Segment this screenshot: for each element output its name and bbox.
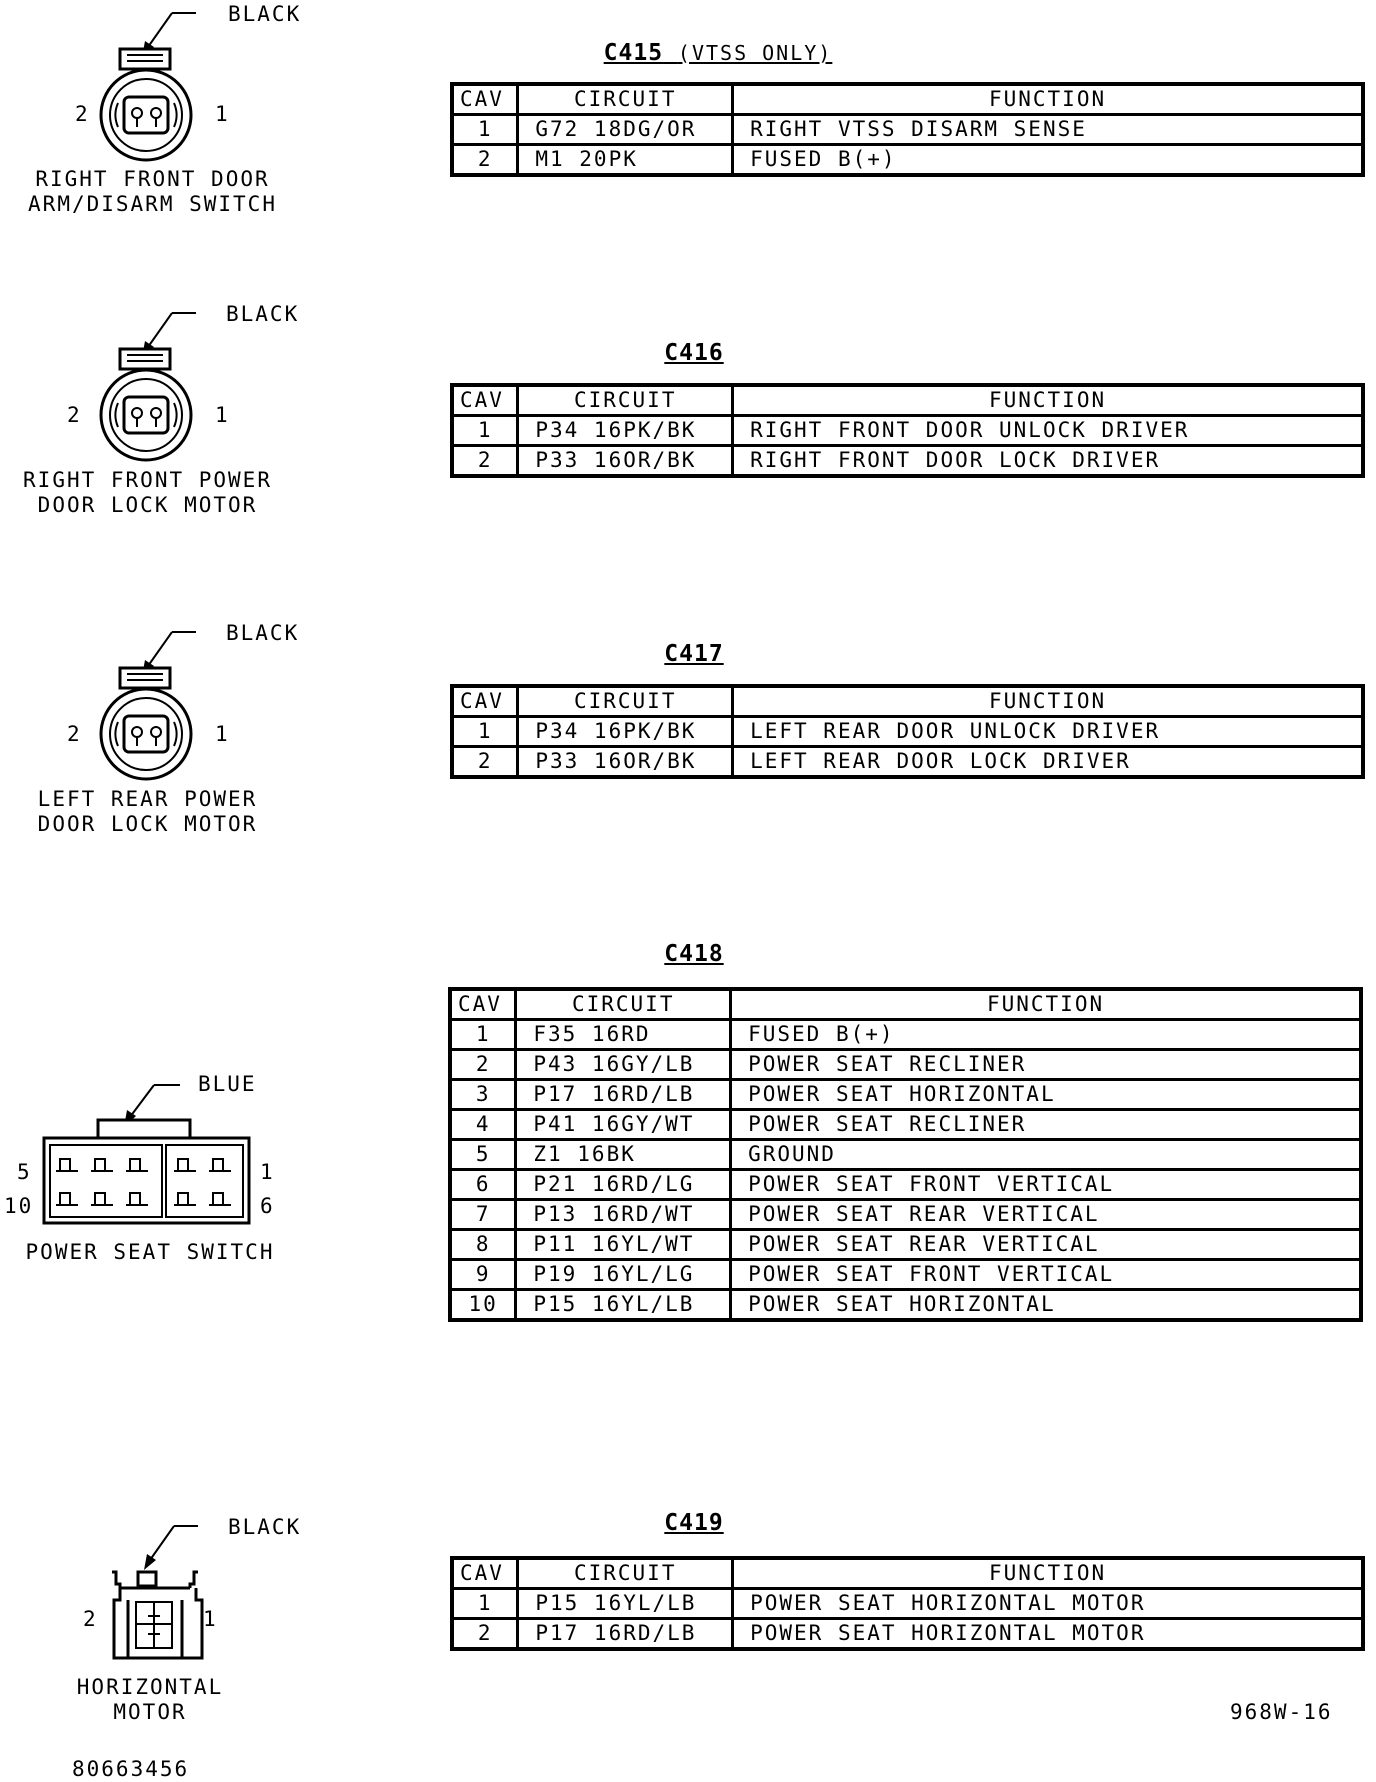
c419-name-line-1: HORIZONTAL	[76, 1675, 224, 1699]
function-cell: POWER SEAT REAR VERTICAL	[731, 1200, 1361, 1230]
c416-pinout-table	[450, 383, 1365, 478]
cav-cell: 2	[452, 1619, 518, 1650]
c415-connector-drawing	[90, 5, 230, 165]
function-cell: POWER SEAT RECLINER	[731, 1110, 1361, 1140]
cav-cell: 2	[452, 446, 518, 477]
c415-id: C415	[603, 40, 664, 66]
table-row	[452, 446, 1363, 477]
header-circuit: CIRCUIT	[516, 989, 731, 1020]
cav-cell: 10	[450, 1290, 516, 1321]
cav-cell: 5	[450, 1140, 516, 1170]
header-cav: CAV	[450, 989, 516, 1020]
circuit-cell: F35 16RD	[516, 1020, 731, 1050]
header-cav: CAV	[452, 1558, 518, 1589]
c418-pin-bottom-left: 10	[4, 1194, 34, 1218]
c417-name-line-2: DOOR LOCK MOTOR	[37, 812, 258, 836]
function-cell: POWER SEAT HORIZONTAL MOTOR	[733, 1589, 1363, 1619]
c416-name-line-1: RIGHT FRONT POWER	[23, 468, 272, 492]
c418-color-label: BLUE	[198, 1072, 257, 1096]
circuit-cell: P15 16YL/LB	[518, 1589, 733, 1619]
header-circuit: CIRCUIT	[518, 1558, 733, 1589]
header-function: FUNCTION	[731, 989, 1361, 1020]
c415-color-label: BLACK	[228, 2, 302, 26]
table-row	[450, 1170, 1361, 1200]
circuit-cell: M1 20PK	[518, 145, 733, 176]
cav-cell: 2	[452, 747, 518, 778]
figure-number: 968W-16	[1230, 1700, 1333, 1724]
c415-name-line-1: RIGHT FRONT DOOR	[35, 167, 270, 191]
function-cell: POWER SEAT FRONT VERTICAL	[731, 1260, 1361, 1290]
table-row	[452, 747, 1363, 778]
c415-name-line-2: ARM/DISARM SWITCH	[28, 192, 277, 216]
cav-cell: 9	[450, 1260, 516, 1290]
c416-pin-left: 2	[67, 403, 82, 427]
header-circuit: CIRCUIT	[518, 385, 733, 416]
circuit-cell: G72 18DG/OR	[518, 115, 733, 145]
table-row	[450, 1020, 1361, 1050]
circuit-cell: P13 16RD/WT	[516, 1200, 731, 1230]
c419-id: C419	[664, 1510, 724, 1536]
circuit-cell: P33 16OR/BK	[518, 446, 733, 477]
function-cell: GROUND	[731, 1140, 1361, 1170]
c417-color-label: BLACK	[226, 621, 300, 645]
c418-pin-top-left: 5	[17, 1160, 32, 1184]
table-header-row	[452, 385, 1363, 416]
c416-connector-drawing	[90, 305, 230, 465]
c417-id: C417	[664, 641, 724, 667]
c419-pin-right: 1	[203, 1607, 218, 1631]
table-row	[450, 1110, 1361, 1140]
circuit-cell: P21 16RD/LG	[516, 1170, 731, 1200]
header-function: FUNCTION	[733, 385, 1363, 416]
cav-cell: 1	[452, 1589, 518, 1619]
cav-cell: 8	[450, 1230, 516, 1260]
header-cav: CAV	[452, 686, 518, 717]
c418-pin-bottom-right: 6	[260, 1194, 275, 1218]
function-cell: LEFT REAR DOOR UNLOCK DRIVER	[733, 717, 1363, 747]
c419-pin-left: 2	[83, 1607, 98, 1631]
table-header-row	[452, 84, 1363, 115]
cav-cell: 4	[450, 1110, 516, 1140]
c419-connector-name	[50, 1675, 250, 1725]
c418-id: C418	[664, 941, 724, 967]
table-row	[452, 1619, 1363, 1650]
c415-qualifier: (VTSS ONLY)	[677, 41, 833, 65]
circuit-cell: Z1 16BK	[516, 1140, 731, 1170]
c416-pin-right: 1	[215, 403, 230, 427]
header-cav: CAV	[452, 385, 518, 416]
header-function: FUNCTION	[733, 84, 1363, 115]
table-header-row	[450, 989, 1361, 1020]
cav-cell: 1	[450, 1020, 516, 1050]
c415-pinout-table	[450, 82, 1365, 177]
header-cav: CAV	[452, 84, 518, 115]
table-row	[450, 1080, 1361, 1110]
c417-pin-left: 2	[67, 722, 82, 746]
c416-color-label: BLACK	[226, 302, 300, 326]
table-row	[450, 1230, 1361, 1260]
c416-id: C416	[664, 340, 724, 366]
c415-connector-name	[20, 167, 285, 217]
function-cell: FUSED B(+)	[733, 145, 1363, 176]
c416-name-line-2: DOOR LOCK MOTOR	[37, 493, 258, 517]
c416-connector-name	[15, 468, 280, 518]
table-row	[452, 115, 1363, 145]
circuit-cell: P11 16YL/WT	[516, 1230, 731, 1260]
cav-cell: 6	[450, 1170, 516, 1200]
circuit-cell: P34 16PK/BK	[518, 717, 733, 747]
c415-title	[604, 40, 833, 66]
c415-pin-right: 1	[215, 102, 230, 126]
table-row	[452, 416, 1363, 446]
circuit-cell: P41 16GY/WT	[516, 1110, 731, 1140]
cav-cell: 1	[452, 416, 518, 446]
header-circuit: CIRCUIT	[518, 686, 733, 717]
function-cell: RIGHT FRONT DOOR UNLOCK DRIVER	[733, 416, 1363, 446]
circuit-cell: P15 16YL/LB	[516, 1290, 731, 1321]
function-cell: RIGHT VTSS DISARM SENSE	[733, 115, 1363, 145]
header-circuit: CIRCUIT	[518, 84, 733, 115]
cav-cell: 1	[452, 717, 518, 747]
table-row	[450, 1260, 1361, 1290]
function-cell: LEFT REAR DOOR LOCK DRIVER	[733, 747, 1363, 778]
circuit-cell: P19 16YL/LG	[516, 1260, 731, 1290]
table-row	[452, 1589, 1363, 1619]
function-cell: POWER SEAT HORIZONTAL	[731, 1080, 1361, 1110]
cav-cell: 1	[452, 115, 518, 145]
c419-title	[664, 1510, 723, 1536]
c418-title	[664, 941, 723, 967]
circuit-cell: P17 16RD/LB	[516, 1080, 731, 1110]
c417-name-line-1: LEFT REAR POWER	[37, 787, 258, 811]
c419-connector-drawing	[90, 1518, 230, 1678]
function-cell: RIGHT FRONT DOOR LOCK DRIVER	[733, 446, 1363, 477]
part-number: 80663456	[72, 1757, 190, 1781]
c415-pin-left: 2	[75, 102, 90, 126]
function-cell: POWER SEAT REAR VERTICAL	[731, 1230, 1361, 1260]
c417-connector-drawing	[90, 624, 230, 784]
c418-pinout-table	[448, 987, 1363, 1322]
table-row	[452, 717, 1363, 747]
c419-pinout-table	[450, 1556, 1365, 1651]
c418-connector-name	[10, 1240, 290, 1265]
circuit-cell: P33 16OR/BK	[518, 747, 733, 778]
table-row	[452, 145, 1363, 176]
cav-cell: 2	[452, 145, 518, 176]
c418-pin-top-right: 1	[260, 1160, 275, 1184]
cav-cell: 3	[450, 1080, 516, 1110]
circuit-cell: P17 16RD/LB	[518, 1619, 733, 1650]
table-row	[450, 1290, 1361, 1321]
c419-color-label: BLACK	[228, 1515, 302, 1539]
c418-name-line-1: POWER SEAT SWITCH	[25, 1240, 275, 1264]
header-function: FUNCTION	[733, 686, 1363, 717]
table-row	[450, 1200, 1361, 1230]
table-header-row	[452, 1558, 1363, 1589]
cav-cell: 7	[450, 1200, 516, 1230]
c417-title	[664, 641, 723, 667]
function-cell: FUSED B(+)	[731, 1020, 1361, 1050]
function-cell: POWER SEAT HORIZONTAL MOTOR	[733, 1619, 1363, 1650]
c416-title	[664, 340, 723, 366]
circuit-cell: P43 16GY/LB	[516, 1050, 731, 1080]
function-cell: POWER SEAT FRONT VERTICAL	[731, 1170, 1361, 1200]
c419-name-line-2: MOTOR	[113, 1700, 187, 1724]
c417-pinout-table	[450, 684, 1365, 779]
table-row	[450, 1050, 1361, 1080]
function-cell: POWER SEAT HORIZONTAL	[731, 1290, 1361, 1321]
function-cell: POWER SEAT RECLINER	[731, 1050, 1361, 1080]
table-header-row	[452, 686, 1363, 717]
cav-cell: 2	[450, 1050, 516, 1080]
c417-pin-right: 1	[215, 722, 230, 746]
table-row	[450, 1140, 1361, 1170]
c417-connector-name	[15, 787, 280, 837]
header-function: FUNCTION	[733, 1558, 1363, 1589]
circuit-cell: P34 16PK/BK	[518, 416, 733, 446]
